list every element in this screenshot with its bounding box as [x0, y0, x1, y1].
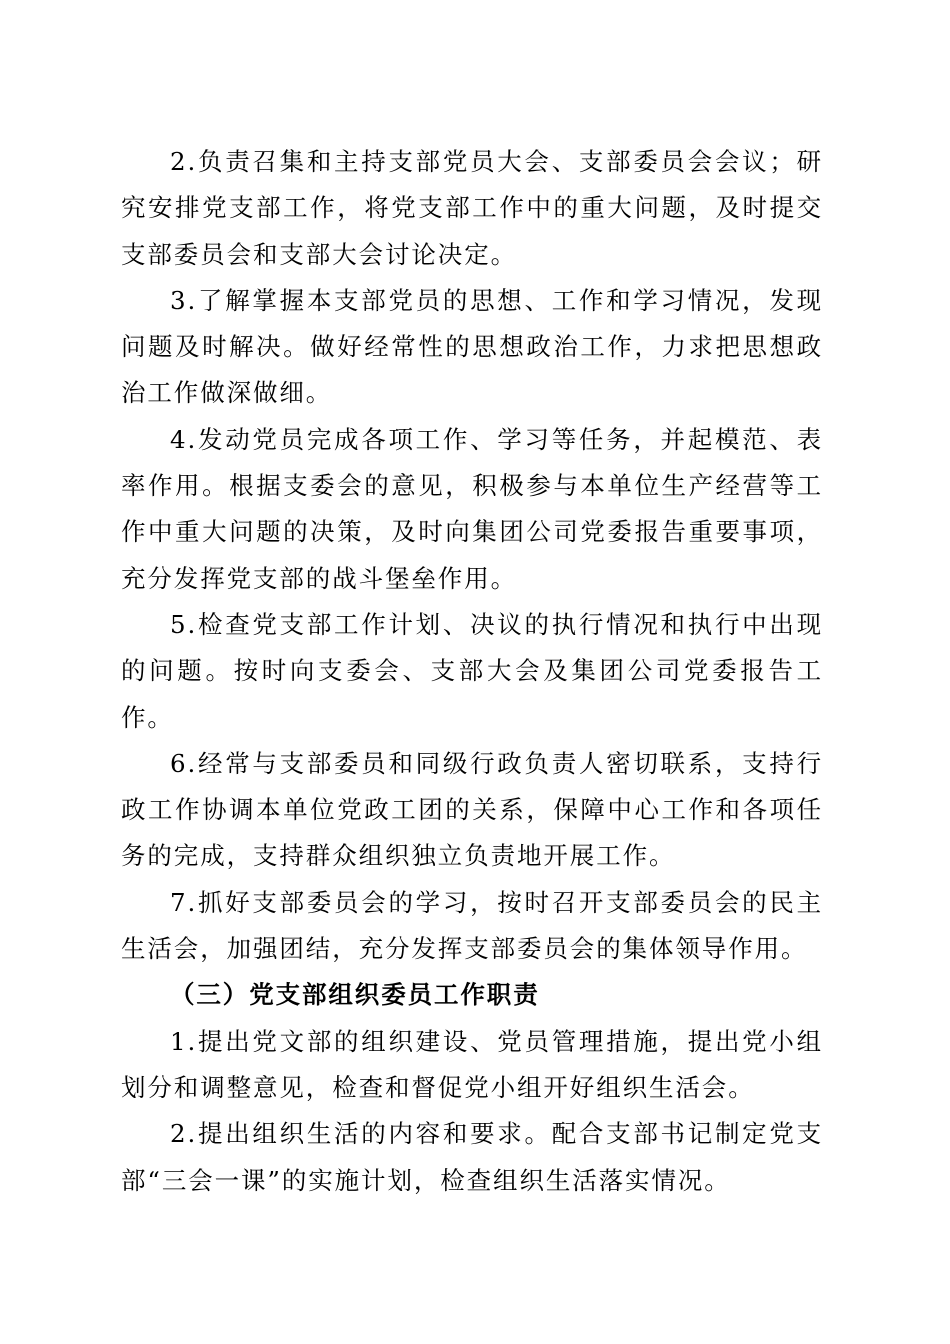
paragraph-item-7: 7.抓好支部委员会的学习，按时召开支部委员会的民主生活会，加强团结，充分发挥支部委员会的集体领导作用。: [121, 887, 823, 964]
document-body: [121, 139, 823, 1204]
paragraph-organization-1: 1.提出党文部的组织建设、党员管理措施，提出党小组划分和调整意见，检查和督促党小组开好组织生活会。: [121, 1026, 823, 1102]
paragraph-organization-2: 2.提出组织生活的内容和要求。配合支部书记制定党支部“三会一课”的实施计划，检查组织生活落实情况。: [121, 1119, 823, 1195]
section-heading: （三）党支部组织委员工作职责: [170, 980, 540, 1010]
paragraph-item-4: 4.发动党员完成各项工作、学习等任务，并起模范、表率作用。根据支委会的意见，积极参与本单位生产经营等工作中重大问题的决策，及时向集团公司党委报告重要事项，充分发挥党支部的战斗堡垒作用。: [121, 424, 823, 593]
paragraph-item-3: 3.了解掌握本支部党员的思想、工作和学习情况，发现问题及时解决。做好经常性的思想政治工作，力求把思想政治工作做深做细。: [121, 285, 823, 408]
paragraph-item-2: 2.负责召集和主持支部党员大会、支部委员会会议；研究安排党支部工作，将党支部工作中的重大问题，及时提交支部委员会和支部大会讨论决定。: [121, 147, 823, 269]
paragraph-item-5: 5.检查党支部工作计划、决议的执行情况和执行中出现的问题。按时向支委会、支部大会及集团公司党委报告工作。: [121, 609, 823, 732]
paragraph-item-6: 6.经常与支部委员和同级行政负责人密切联系，支持行政工作协调本单位党政工团的关系，保障中心工作和各项任务的完成，支持群众组织独立负责地开展工作。: [121, 748, 823, 871]
